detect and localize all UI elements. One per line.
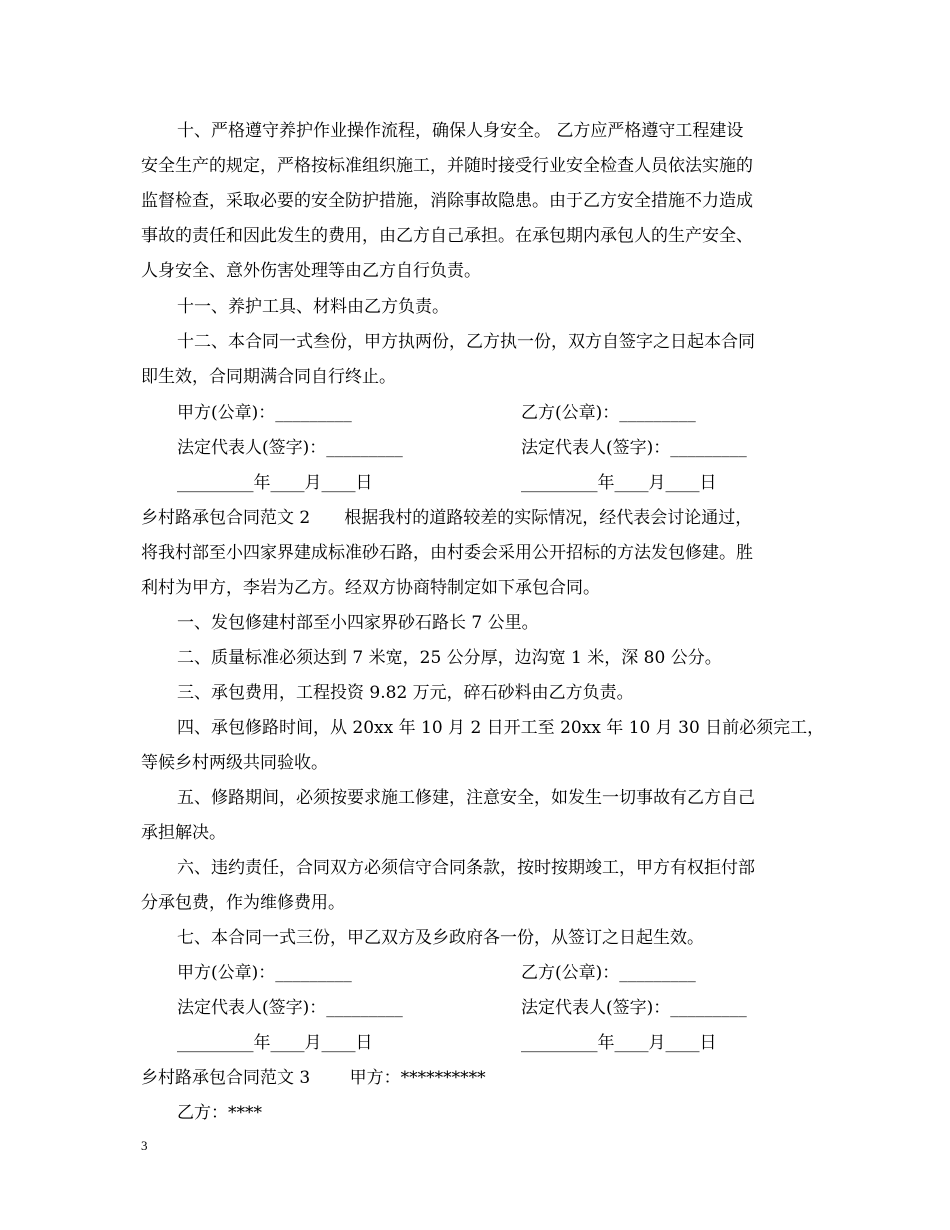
- sign1-date-a: _________年____月____日: [177, 473, 373, 493]
- sign1-rep-a: 法定代表人(签字)：_________: [177, 438, 403, 458]
- sample2-clause-6-line-2: 分承包费，作为维修费用。: [141, 893, 345, 913]
- sample2-clause-2: 二、质量标准必须达到 7 米宽，25 公分厚，边沟宽 1 米，深 80 公分。: [177, 648, 722, 668]
- sign2-date-b: _________年____月____日: [521, 1033, 717, 1053]
- sign1-rep-b: 法定代表人(签字)：_________: [521, 438, 747, 458]
- sample2-clause-7: 七、本合同一式三份，甲乙双方及乡政府各一份，从签订之日起生效。: [177, 928, 704, 948]
- sample2-clause-4-line-1: 四、承包修路时间，从 20xx 年 10 月 2 日开工至 20xx 年 10 月 30 日前必须完工，: [177, 718, 825, 738]
- clause-12-line-1: 十二、本合同一式叁份，甲方执两份，乙方执一份，双方自签字之日起本合同: [177, 332, 755, 352]
- sample3-intro: 乡村路承包合同范文 3 甲方：**********: [141, 1068, 486, 1088]
- sign1-party-b: 乙方(公章)：_________: [521, 403, 696, 423]
- sample2-clause-5-line-1: 五、修路期间，必须按要求施工修建，注意安全，如发生一切事故有乙方自己: [177, 788, 755, 808]
- sample2-clause-6-line-1: 六、违约责任，合同双方必须信守合同条款，按时按期竣工，甲方有权拒付部: [177, 858, 755, 878]
- sign2-date-a: _________年____月____日: [177, 1033, 373, 1053]
- sign2-party-b: 乙方(公章)：_________: [521, 963, 696, 983]
- sign1-date-b: _________年____月____日: [521, 473, 717, 493]
- sign2-rep-b: 法定代表人(签字)：_________: [521, 998, 747, 1018]
- sample2-clause-1: 一、发包修建村部至小四家界砂石路长 7 公里。: [177, 613, 539, 633]
- sign2-rep-a: 法定代表人(签字)：_________: [177, 998, 403, 1018]
- sample2-clause-5-line-2: 承担解决。: [141, 823, 226, 843]
- sign1-party-a: 甲方(公章)：_________: [177, 403, 352, 423]
- sign2-party-a: 甲方(公章)：_________: [177, 963, 352, 983]
- clause-12-line-2: 即生效，合同期满合同自行终止。: [141, 367, 396, 387]
- clause-10-line-1: 十、严格遵守养护作业操作流程，确保人身安全。 乙方应严格遵守工程建设: [177, 121, 744, 141]
- sample2-clause-3: 三、承包费用，工程投资 9.82 万元，碎石砂料由乙方负责。: [177, 683, 634, 703]
- clause-10-line-4: 事故的责任和因此发生的费用，由乙方自己承担。在承包期内承包人的生产安全、: [141, 226, 753, 246]
- clause-11: 十一、养护工具、材料由乙方负责。: [177, 297, 449, 317]
- sample2-intro-line-3: 利村为甲方，李岩为乙方。经双方协商特制定如下承包合同。: [141, 578, 600, 598]
- sample3-party-b: 乙方：****: [177, 1103, 262, 1123]
- clause-10-line-2: 安全生产的规定，严格按标准组织施工，并随时接受行业安全检查人员依法实施的: [141, 156, 753, 176]
- sample2-clause-4-line-2: 等候乡村两级共同验收。: [141, 753, 328, 773]
- clause-10-line-3: 监督检查，采取必要的安全防护措施，消除事故隐患。由于乙方安全措施不力造成: [141, 191, 753, 211]
- page-number: 3: [141, 1138, 148, 1153]
- sample2-intro-line-1: 乡村路承包合同范文 2 根据我村的道路较差的实际情况，经代表会讨论通过，: [141, 508, 753, 528]
- clause-10-line-5: 人身安全、意外伤害处理等由乙方自行负责。: [141, 261, 481, 281]
- sample2-intro-line-2: 将我村部至小四家界建成标准砂石路，由村委会采用公开招标的方法发包修建。胜: [141, 543, 753, 563]
